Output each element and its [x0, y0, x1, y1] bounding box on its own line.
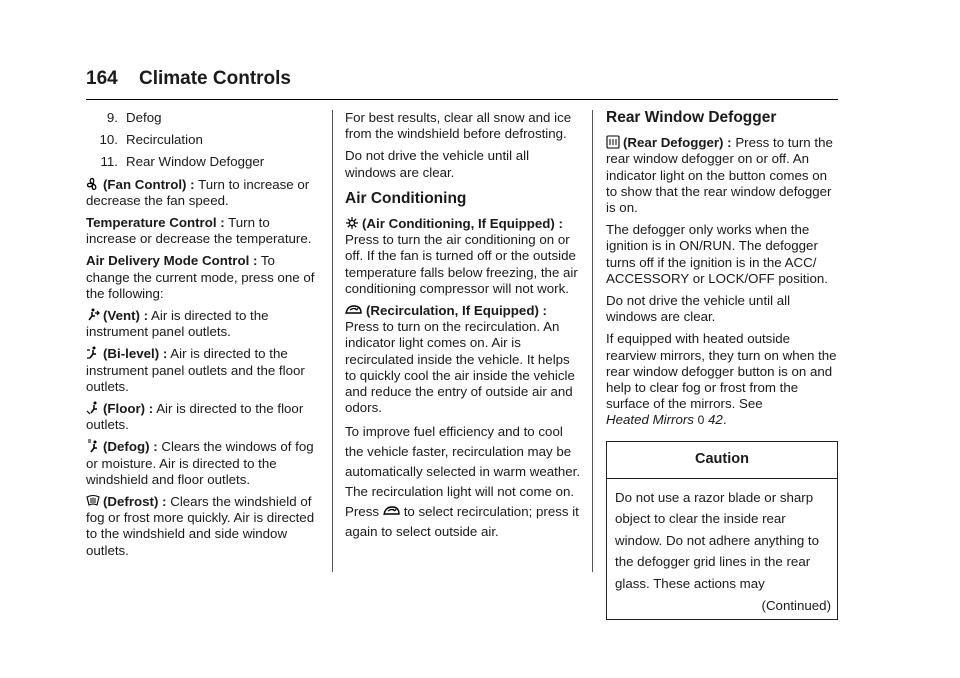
paragraph: Do not drive the vehicle until all windows are clear. — [606, 293, 791, 325]
heated-mirrors-link[interactable]: Heated Mirrors 0 42. — [606, 412, 727, 428]
recirculation-icon — [383, 504, 401, 518]
defrost-icon — [86, 494, 100, 508]
recirculation-entry: (Recirculation, If Equipped) : Press to turn on the recirculation. An indicator light comes on. Air is recirculated inside the vehicle. It helps to quickly cool the air inside the vehicle and reduce the entry of outside air and odors. — [345, 303, 575, 416]
column-3 — [606, 110, 840, 620]
rear-defogger-icon — [606, 135, 620, 149]
caution-box — [606, 441, 838, 620]
section-title: Climate Controls — [138, 68, 292, 89]
header-rule — [86, 99, 838, 100]
rear-window-defogger-heading: Rear Window Defogger — [606, 109, 777, 126]
page-number: 164 — [86, 68, 118, 89]
air-delivery-entry: Air Delivery Mode Control : To change the current mode, press one of the following: — [86, 253, 315, 301]
defrost-entry: (Defrost) : Clears the windshield of fog or frost more quickly. Air is directed to the windshield and side window outlets. — [86, 494, 315, 558]
floor-mode-icon — [86, 401, 100, 415]
temperature-control-entry: Temperature Control : Turn to increase or decrease the temperature. — [86, 215, 312, 247]
defog-mode-icon — [86, 439, 100, 453]
floor-entry: (Floor) : Air is directed to the floor outlets. — [86, 401, 304, 433]
caution-title: Caution — [607, 442, 837, 479]
bilevel-entry: (Bi-level) : Air is directed to the instrument panel outlets and the floor outlets. — [86, 346, 305, 394]
column-divider — [592, 110, 593, 572]
bilevel-mode-icon — [86, 346, 100, 360]
rear-defogger-entry: (Rear Defogger) : Press to turn the rear window defogger on or off. An indicator light on the button comes on to show that the rear window defogger is on. — [606, 135, 833, 216]
page-ref-icon: 0 — [697, 413, 705, 428]
list-item: 9. Defog — [106, 110, 162, 125]
heated-mirrors-paragraph: If equipped with heated outside rearview mirrors, they turn on when the rear window defogger button is on and help to clear fog or frost from the surface of the mirrors. See Heated Mirrors 0 42. — [606, 331, 837, 428]
paragraph: For best results, clear all snow and ice from the windshield before defrosting. — [345, 110, 572, 142]
recirculation-note: To improve fuel efficiency and to cool the vehicle faster, recirculation may be automatically selected in warm weather. The recirculation light will not come on. Press to select recirculation; press it again to select outside air. — [345, 424, 581, 540]
air-conditioning-heading: Air Conditioning — [345, 189, 467, 207]
vent-entry: (Vent) : Air is directed to the instrument panel outlets. — [86, 308, 269, 340]
vent-mode-icon — [86, 308, 100, 322]
paragraph: The defogger only works when the ignition is in ON/RUN. The defogger turns off if the ignition is in the ACC/ ACCESSORY or LOCK/OFF position. — [606, 222, 828, 286]
fan-control-entry: (Fan Control) : Turn to increase or decrease the fan speed. — [86, 176, 310, 208]
ac-snowflake-icon — [345, 216, 359, 230]
list-item: 10. Recirculation — [99, 132, 203, 148]
caution-body: Do not use a razor blade or sharp object to clear the inside rear window. Do not adhere anything to the defogger grid lines in the rear glass. These actions may — [615, 489, 820, 591]
column-2 — [345, 110, 581, 548]
defog-entry: (Defog) : Clears the windows of fog or moisture. Air is directed to the windshield and floor outlets. — [86, 439, 314, 487]
fan-icon — [86, 177, 100, 191]
ac-entry: (Air Conditioning, If Equipped) : Press to turn the air conditioning on or off. If the fan is turned off or the outside temperature falls below freezing, the air conditioning compressor will not work. — [345, 216, 578, 296]
page-header — [86, 68, 291, 90]
paragraph: Do not drive the vehicle until all windows are clear. — [345, 148, 530, 180]
column-divider — [332, 110, 333, 572]
list-item: 11. Rear Window Defogger — [100, 154, 265, 170]
continued-label: (Continued) — [761, 598, 831, 614]
recirculation-icon — [345, 303, 363, 317]
column-1 — [86, 110, 321, 565]
